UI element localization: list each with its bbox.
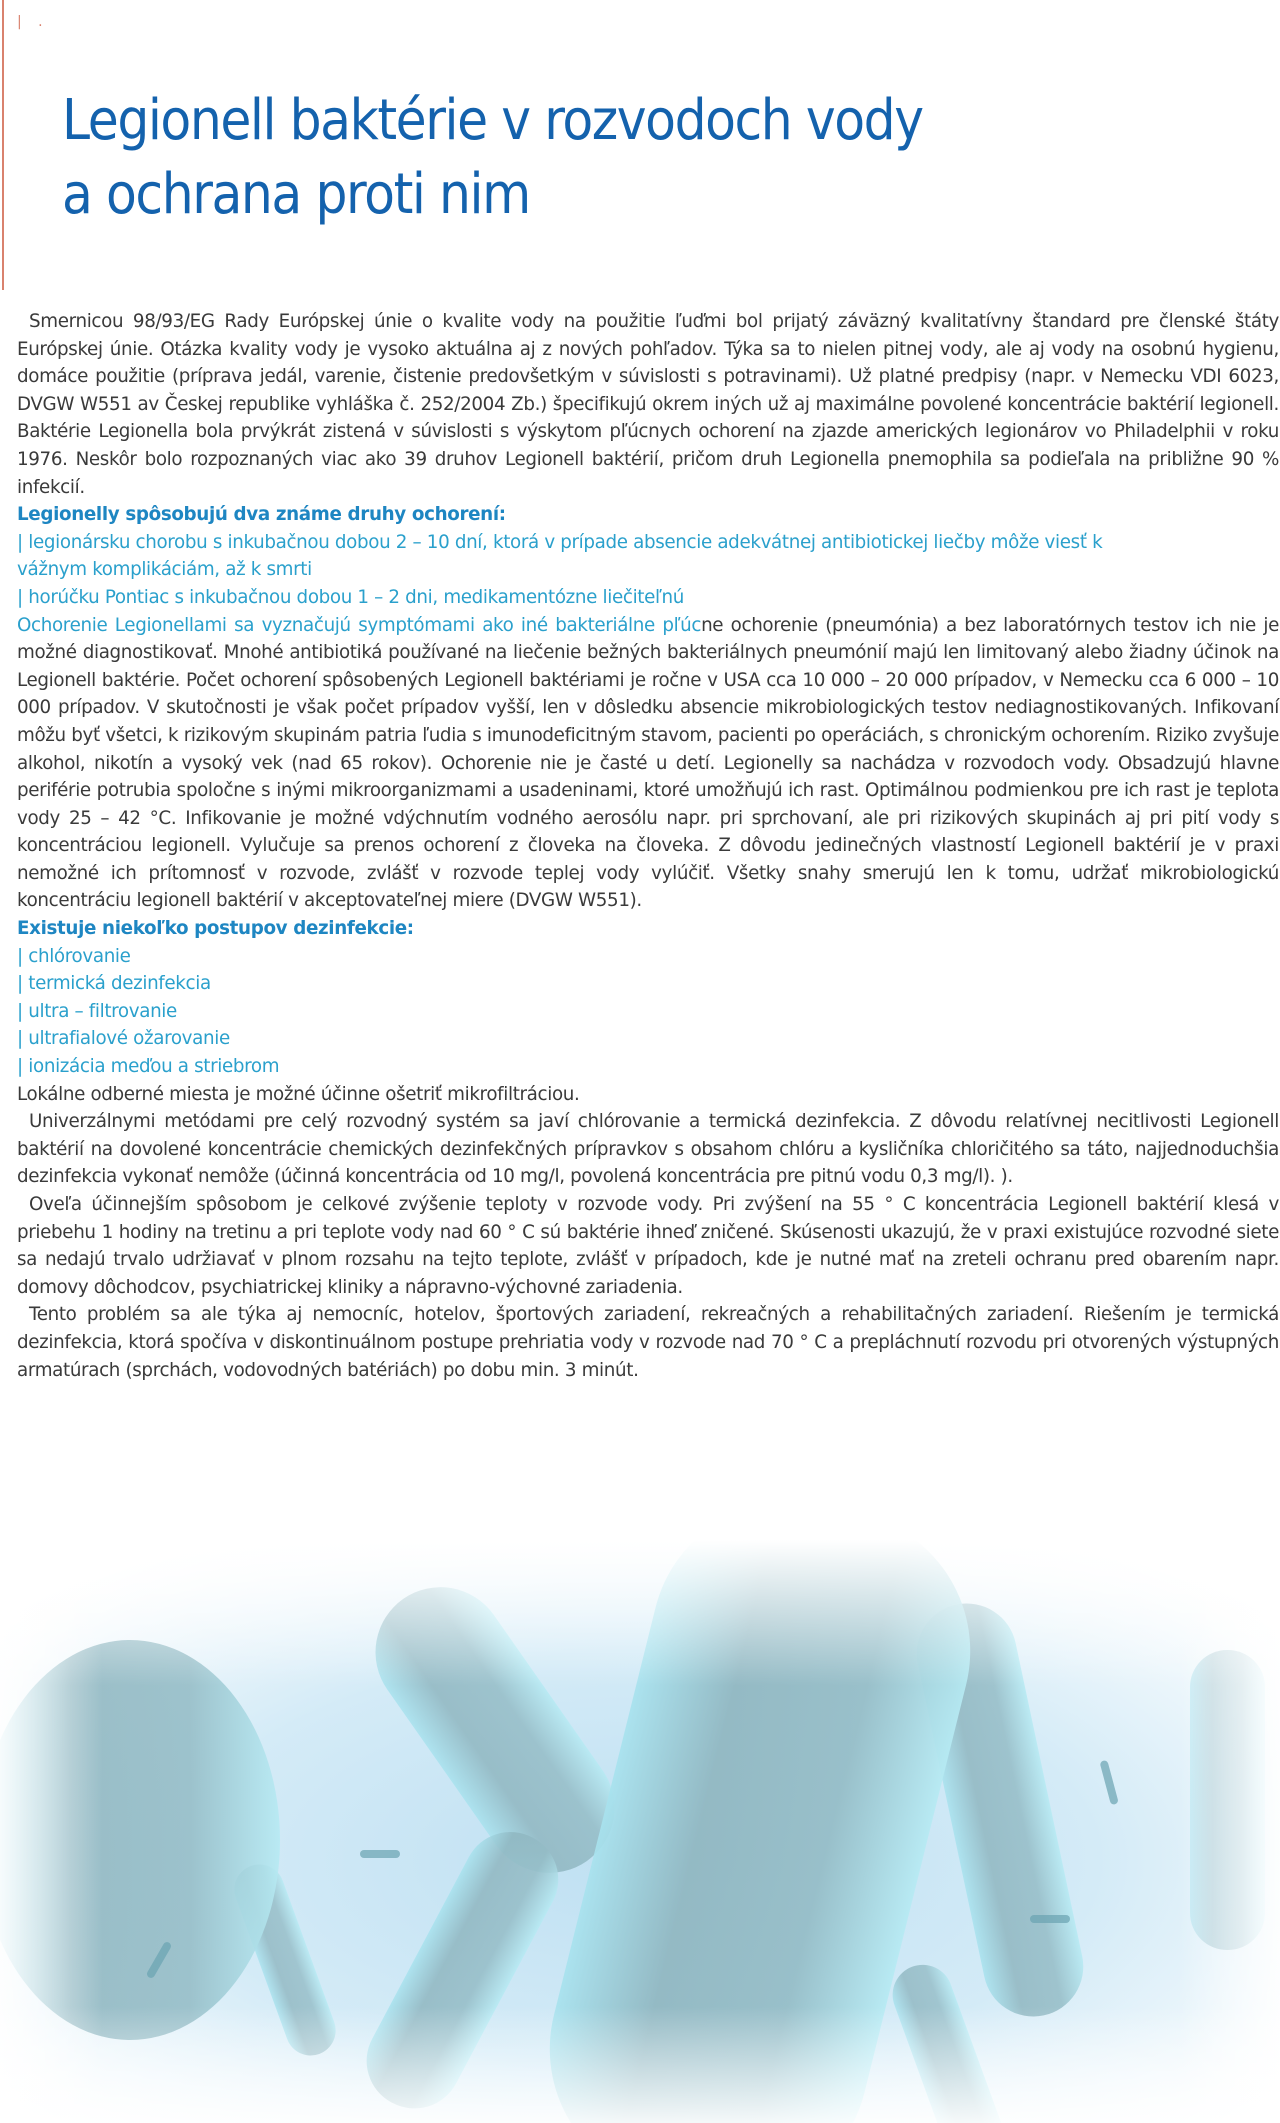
diseases-section (17, 501, 1279, 611)
disease-item: | horúčku Pontiac s inkubačnou dobou 1 – 2 dni, medikamentózne liečiteľnú (17, 586, 684, 608)
title-line-2: a ochrana proti nim (62, 162, 530, 227)
symptoms-paragraph (17, 612, 1279, 916)
disinfection-item: | termická dezinfekcia (17, 973, 211, 995)
disinfection-item: | chlórovanie (17, 945, 131, 967)
paragraph-temperature: Oveľa účinnejším spôsobom je celkové zvýšenie teploty v rozvode vody. Pri zvýšení na 55 ° C koncentrácia Legionell baktérií klesá v priebehu 1 hodiny na tretinu a pri teplote vody nad 60 ° C sú baktérie ihneď zničené. Skúsenosti ukazujú, že v praxi existujúce rozvodné siete sa nedajú trvalo udržiavať v plnom rozsahu na tejto teplote, zvlášť v prípadoch, kde je nutné mať na zreteli ochranu pred obarením napr. domovy dôchodcov, psychiatrickej kliniky a nápravno-výchovné zariadenia. (17, 1194, 1279, 1298)
intro-paragraph: Smernicou 98/93/EG Rady Európskej únie o kvalite vody na použitie ľuďmi bol prijatý záväzný kvalitatívny štandard pre členské štáty Európskej únie. Otázka kvality vody je vysoko aktuálna aj z nových pohľadov. Týka sa to nielen pitnej vody, ale aj vody na osobnú hygienu, domáce použitie (príprava jedál, varenie, čistenie predovšetkým v súvislosti s potravinami). Už platné predpisy (napr. v Nemecku VDI 6023, DVGW W551 av Českej republike vyhláška č. 252/2004 Zb.) špecifikujú okrem iných už aj maximálne povolené koncentrácie baktérií legionell. Baktérie Legionella bola prvýkrát zistená v súvislosti s výskytom pľúcnych ochorení na zjazde amerických legionárov vo Philadelphii v roku 1976. Neskôr bolo rozpoznaných viac ako 39 druhov Legionell baktérií, pričom druh Legionella pnemophila sa podieľala na približne 90 % infekcií. (17, 311, 1279, 498)
disinfection-item: | ionizácia meďou a striebrom (17, 1056, 280, 1078)
symptoms-highlight: Ochorenie Legionellami sa vyznačujú symptómami ako iné bakteriálne pľúc (17, 614, 702, 636)
disease-item: | legionársku chorobu s inkubačnou dobou 2 – 10 dní, ktorá v prípade absencie adekvátnej antibiotickej liečby môže viesť k vážnym komplikáciám, až k smrti (17, 531, 1103, 581)
disinfection-item: | ultra – filtrovanie (17, 1000, 177, 1022)
disinfection-item: | ultrafialové ožarovanie (17, 1028, 230, 1050)
disinfection-heading: Existuje niekoľko postupov dezinfekcie: (17, 918, 414, 940)
paragraph-thermal-disinfection: Tento problém sa ale týka aj nemocníc, hotelov, športových zariadení, rekreačných a rehabilitačných zariadení. Riešením je termická dezinfekcia, ktorá spočíva v diskontinuálnom postupe prehriatia vody v rozvode nad 70 ° C a prepláchnutí rozvodu pri otvorených výstupných armatúrach (sprchách, vodovodných batériách) po dobu min. 3 minút. (17, 1304, 1279, 1381)
title-line-1: Legionell baktérie v rozvodoch vody (62, 88, 923, 153)
bacteria-illustration (0, 1540, 1280, 2123)
disinfection-section (17, 915, 1279, 1108)
symptoms-text: ne ochorenie (pneumónia) a bez laboratórnych testov ich nie je možné diagnostikovať. Mnohé antibiotiká používané na liečenie bežných bakteriálnych pneumónií majú len limitovaný alebo žiadny účinok na Legionell baktérie. Počet ochorení spôsobených Legionell baktériami je ročne v USA cca 10 000 – 20 000 prípadov, v Nemecku cca 6 000 – 10 000 prípadov. V skutočnosti je však počet prípadov vyšší, len v dôsledku absencie mikrobiologických testov nediagnostikovaných. Infikovaní môžu byť všetci, k rizikovým skupinám patria ľudia s imunodeficitným stavom, pacienti po operáciách, s chronickým ochorením. Riziko zvyšuje alkohol, nikotín a vysoký vek (nad 65 rokov). Ochorenie nie je časté u detí. Legionelly sa nachádza v rozvodoch vody. Obsadzujú hlavne periférie potrubia spoločne s inými mikroorganizmami a usadeninami, ktoré umožňujú ich rast. Optimálnou podmienkou pre ich rast je teplota vody 25 – 42 °C. Infikovanie je možné vdýchnutím vodného aerosólu napr. pri sprchovaní, ale pri rizikových skupinách aj pri pití vody s koncentráciou legionell. Vylučuje sa prenos ochorení z človeka na človeka. Z dôvodu jedinečných vlastností Legionell baktérií je v praxi nemožné ich prítomnosť v rozvode, zvlášť v rozvode teplej vody vylúčiť. Všetky snahy smerujú len k tomu, udržať mikrobiologickú koncentráciu legionell baktérií v akceptovateľnej miere (DVGW W551). (17, 614, 1279, 912)
paragraph-chlorination: Univerzálnymi metódami pre celý rozvodný systém sa javí chlórovanie a termická dezinfekcia. Z dôvodu relatívnej necitlivosti Legionell baktérií na dovolené koncentrácie chemických dezinfekčných prípravkov s obsahom chlóru a kysličníka chloričitého sa táto, najjednoduchšia dezinfekcia vykonať nemôže (účinná koncentrácia od 10 mg/l, povolená koncentrácia pre pitnú vodu 0,3 mg/l). ). (17, 1111, 1279, 1188)
disinfection-note: Lokálne odberné miesta je možné účinne ošetriť mikrofiltráciou. (17, 1083, 580, 1105)
page-title (62, 84, 1097, 232)
diseases-heading: Legionelly spôsobujú dva známe druhy ochorení: (17, 504, 506, 526)
page-marker: | . (17, 14, 49, 30)
left-accent-rule (2, 0, 4, 290)
article-body (17, 308, 1279, 1384)
